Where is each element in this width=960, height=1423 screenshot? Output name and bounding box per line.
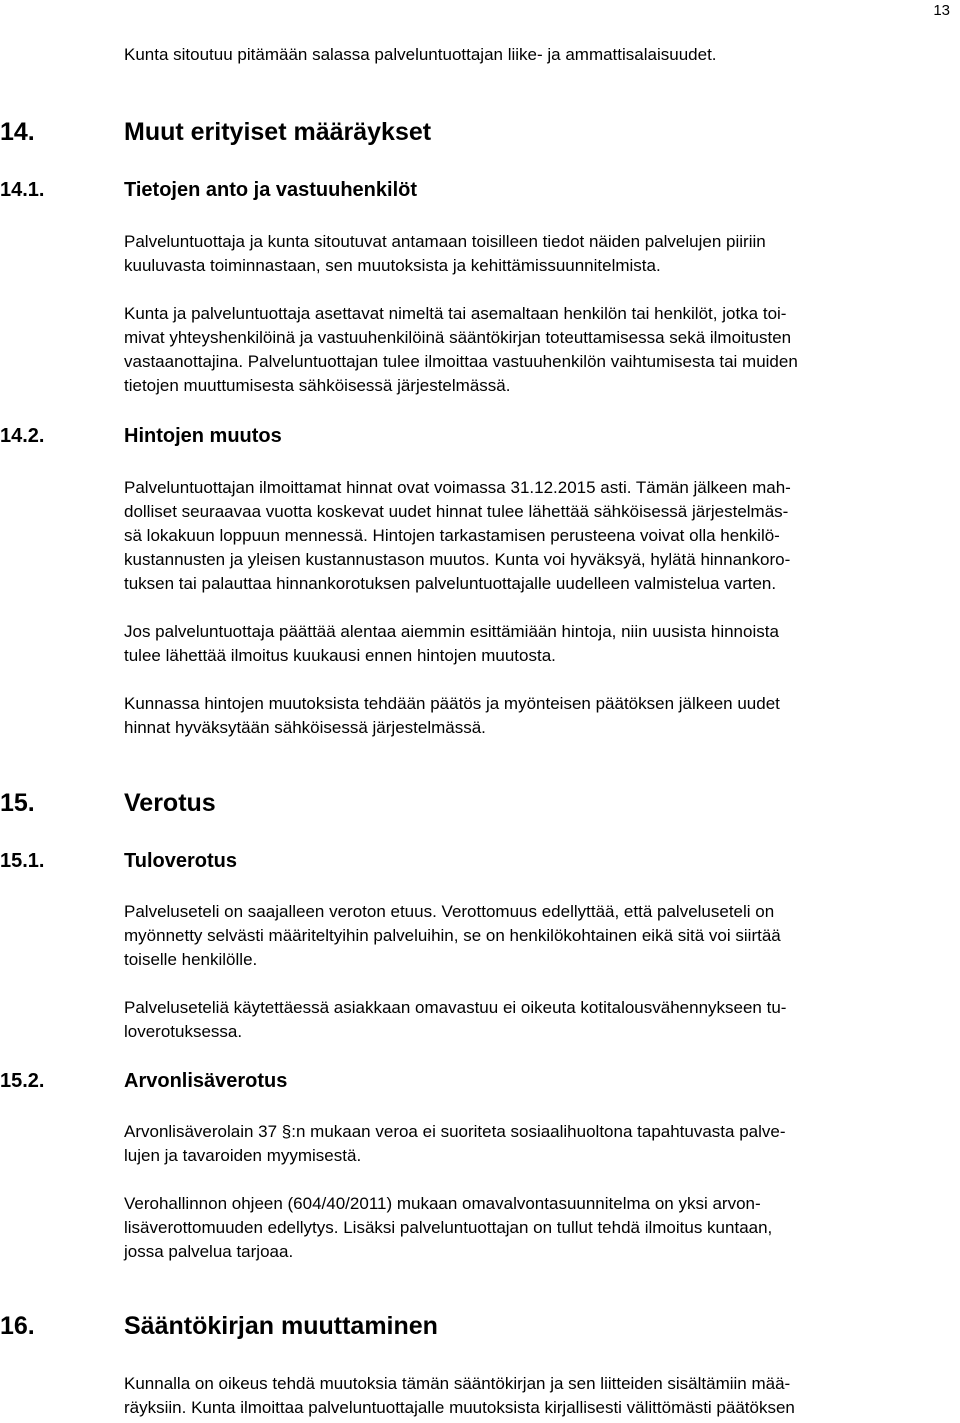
text-line: myönnetty selvästi määriteltyihin palveluihin, se on henkilökohtainen eikä sitä voi siirtää: [124, 926, 781, 945]
paragraph: [124, 620, 954, 668]
text-line: lujen ja tavaroiden myymisestä.: [124, 1146, 362, 1165]
text-line: toiselle henkilölle.: [124, 950, 258, 969]
paragraph: [124, 996, 954, 1044]
text-line: kuuluvasta toiminnastaan, sen muutoksista ja kehittämissuunnitelmista.: [124, 256, 661, 275]
text-line: Palveluntuottajan ilmoittamat hinnat ovat voimassa 31.12.2015 asti. Tämän jälkeen mah-: [124, 478, 791, 497]
section-title: Verotus: [124, 789, 216, 817]
text-line: Palveluseteli on saajalleen veroton etuus. Verottomuus edellyttää, että palveluseteli on: [124, 902, 775, 921]
text-line: sä lokakuun loppuun mennessä. Hintojen tarkastamisen perusteena voivat olla henkilö-: [124, 526, 780, 545]
text-line: hinnat hyväksytään sähköisessä järjestelmässä.: [124, 718, 486, 737]
text-line: Palveluntuottaja ja kunta sitoutuvat antamaan toisilleen tiedot näiden palvelujen piiriin: [124, 232, 766, 251]
section-title: Arvonlisäverotus: [124, 1070, 288, 1092]
paragraph: [124, 1120, 954, 1168]
text-line: mivat yhteyshenkilöinä ja vastuuhenkilöinä sääntökirjan toteuttamisessa sekä ilmoitusten: [124, 328, 792, 347]
text-line: tulee lähettää ilmoitus kuukausi ennen hintojen muutosta.: [124, 646, 556, 665]
section-number: 14.: [0, 118, 35, 146]
text-line: Kunta ja palveluntuottaja asettavat nimeltä tai asemaltaan henkilön tai henkilöt, jotka toi-: [124, 304, 787, 323]
text-line: Palveluseteliä käytettäessä asiakkaan omavastuu ei oikeuta kotitalousvähennykseen tu-: [124, 998, 787, 1017]
paragraph: [124, 230, 954, 278]
text-line: vastaanottajina. Palveluntuottajan tulee ilmoittaa vastuuhenkilön vaihtumisesta tai muiden: [124, 352, 798, 371]
text-line: Kunnalla on oikeus tehdä muutoksia tämän sääntökirjan ja sen liitteiden sisältämiin mää-: [124, 1374, 791, 1393]
text-line: tietojen muuttumisesta sähköisessä järjestelmässä.: [124, 376, 511, 395]
section-number: 14.2.: [0, 425, 45, 447]
text-line: dolliset seuraavaa vuotta koskevat uudet hinnat tulee lähettää sähköisessä järjestelmäs-: [124, 502, 789, 521]
text-line: Jos palveluntuottaja päättää alentaa aiemmin esittämiään hintoja, niin uusista hinnoista: [124, 622, 779, 641]
text-line: lisäverottomuuden edellytys. Lisäksi palveluntuottajan on tullut tehdä ilmoitus kuntaan,: [124, 1218, 773, 1237]
section-title: Hintojen muutos: [124, 425, 282, 447]
paragraph: [124, 692, 954, 740]
paragraph: [124, 1372, 954, 1420]
text-line: tuksen tai palauttaa hinnankorotuksen palveluntuottajalle uudelleen valmistelua varten.: [124, 574, 777, 593]
section-title: Sääntökirjan muuttaminen: [124, 1312, 438, 1340]
text-line: kustannusten ja yleisen kustannustason muutos. Kunta voi hyväksyä, hylätä hinnankoro-: [124, 550, 791, 569]
paragraph: [124, 302, 954, 398]
text-line: Kunta sitoutuu pitämään salassa palveluntuottajan liike- ja ammattisalaisuudet.: [124, 45, 717, 64]
text-line: jossa palvelua tarjoaa.: [124, 1242, 294, 1261]
section-number: 16.: [0, 1312, 35, 1340]
page-number: 13: [933, 2, 950, 19]
text-line: räyksiin. Kunta ilmoittaa palveluntuottajalle muutoksista kirjallisesti välittömästi päätöksen: [124, 1398, 795, 1417]
section-title: Muut erityiset määräykset: [124, 118, 432, 146]
section-title: Tuloverotus: [124, 850, 237, 872]
text-line: loverotuksessa.: [124, 1022, 243, 1041]
section-number: 15.2.: [0, 1070, 45, 1092]
text-line: Arvonlisäverolain 37 §:n mukaan veroa ei suoriteta sosiaalihuoltona tapahtuvasta palve-: [124, 1122, 786, 1141]
text-line: Verohallinnon ohjeen (604/40/2011) mukaan omavalvontasuunnitelma on yksi arvon-: [124, 1194, 761, 1213]
paragraph: [124, 900, 954, 972]
paragraph: [124, 476, 954, 596]
section-number: 15.: [0, 789, 35, 817]
section-number: 14.1.: [0, 179, 45, 201]
section-number: 15.1.: [0, 850, 45, 872]
section-title: Tietojen anto ja vastuuhenkilöt: [124, 179, 418, 201]
intro-paragraph: [124, 43, 954, 67]
text-line: Kunnassa hintojen muutoksista tehdään päätös ja myönteisen päätöksen jälkeen uudet: [124, 694, 780, 713]
paragraph: [124, 1192, 954, 1264]
